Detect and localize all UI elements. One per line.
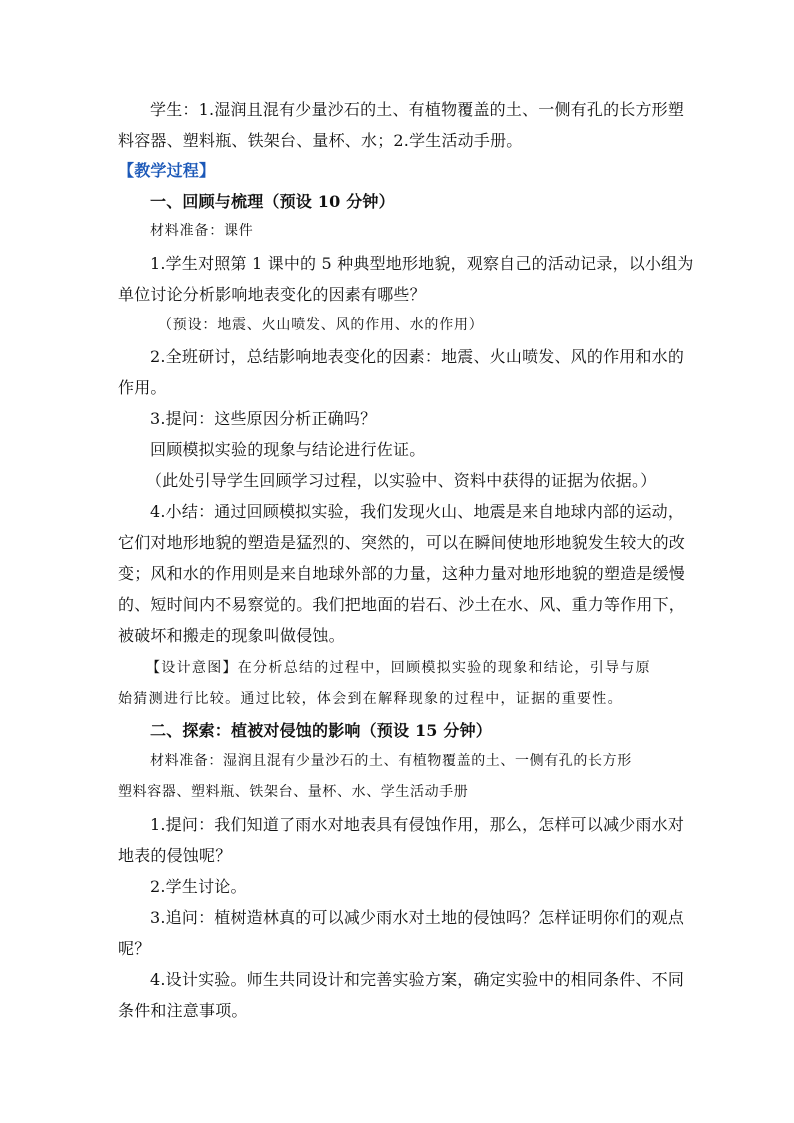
step4-line-3: 变；风和水的作用则是来自地球外部的力量，这种力量对地形地貌的塑造是缓慢 bbox=[118, 564, 686, 583]
explore-step3-line-1: 3.追问：植树造林真的可以减少雨水对土地的侵蚀吗？怎样证明你们的观点 bbox=[150, 908, 685, 927]
section-heading-teaching-process: 【教学过程】 bbox=[118, 161, 216, 180]
explore-step2: 2.学生讨论。 bbox=[150, 877, 247, 896]
step3-review: 回顾模拟实验的现象与结论进行佐证。 bbox=[150, 440, 426, 459]
step3-question: 3.提问：这些原因分析正确吗？ bbox=[150, 409, 377, 428]
materials-prep-1: 材料准备：课件 bbox=[150, 223, 254, 239]
step1-line-2: 单位讨论分析影响地表变化的因素有哪些？ bbox=[118, 285, 426, 304]
preset-note: （预设：地震、火山喷发、风的作用、水的作用） bbox=[158, 317, 484, 333]
materials-prep-2-line-2: 塑料容器、塑料瓶、铁架台、量杯、水、学生活动手册 bbox=[118, 784, 469, 800]
step2-line-1: 2.全班研讨，总结影响地表变化的因素：地震、火山喷发、风的作用和水的 bbox=[150, 347, 685, 366]
explore-step3-line-2: 呢？ bbox=[118, 939, 151, 958]
step4-line-5: 被破坏和搬走的现象叫做侵蚀。 bbox=[118, 626, 345, 645]
step3-note: （此处引导学生回顾学习过程，以实验中、资料中获得的证据为依据。） bbox=[146, 471, 657, 490]
materials-prep-2-line-1: 材料准备：湿润且混有少量沙石的土、有植物覆盖的土、一侧有孔的长方形 bbox=[150, 753, 632, 769]
step4-line-4: 的、短时间内不易察觉的。我们把地面的岩石、沙土在水、风、重力等作用下， bbox=[118, 595, 686, 614]
explore-step4-line-2: 条件和注意事项。 bbox=[118, 1001, 248, 1020]
materials-student-line-2: 料容器、塑料瓶、铁架台、量杯、水；2.学生活动手册。 bbox=[118, 131, 523, 150]
design-intent-line-1: 【设计意图】在分析总结的过程中，回顾模拟实验的现象和结论，引导与原 bbox=[146, 660, 651, 676]
step4-line-1: 4.小结：通过回顾模拟实验，我们发现火山、地震是来自地球内部的运动， bbox=[150, 502, 685, 521]
heading-review: 一、回顾与梳理（预设 10 分钟） bbox=[150, 192, 395, 211]
heading-explore: 二、探索：植被对侵蚀的影响（预设 15 分钟） bbox=[150, 721, 493, 740]
explore-step1-line-2: 地表的侵蚀呢？ bbox=[118, 846, 232, 865]
materials-student-line-1: 学生：1.湿润且混有少量沙石的土、有植物覆盖的土、一侧有孔的长方形塑 bbox=[150, 100, 685, 119]
step2-line-2: 作用。 bbox=[118, 378, 167, 397]
design-intent-line-2: 始猜测进行比较。通过比较，体会到在解释现象的过程中，证据的重要性。 bbox=[118, 691, 623, 707]
step4-line-2: 它们对地形地貌的塑造是猛烈的、突然的，可以在瞬间使地形地貌发生较大的改 bbox=[118, 533, 686, 552]
explore-step1-line-1: 1.提问：我们知道了雨水对地表具有侵蚀作用，那么，怎样可以减少雨水对 bbox=[150, 815, 685, 834]
explore-step4-line-1: 4.设计实验。师生共同设计和完善实验方案，确定实验中的相同条件、不同 bbox=[150, 970, 685, 989]
step1-line-1: 1.学生对照第 1 课中的 5 种典型地形地貌，观察自己的活动记录，以小组为 bbox=[150, 254, 694, 273]
